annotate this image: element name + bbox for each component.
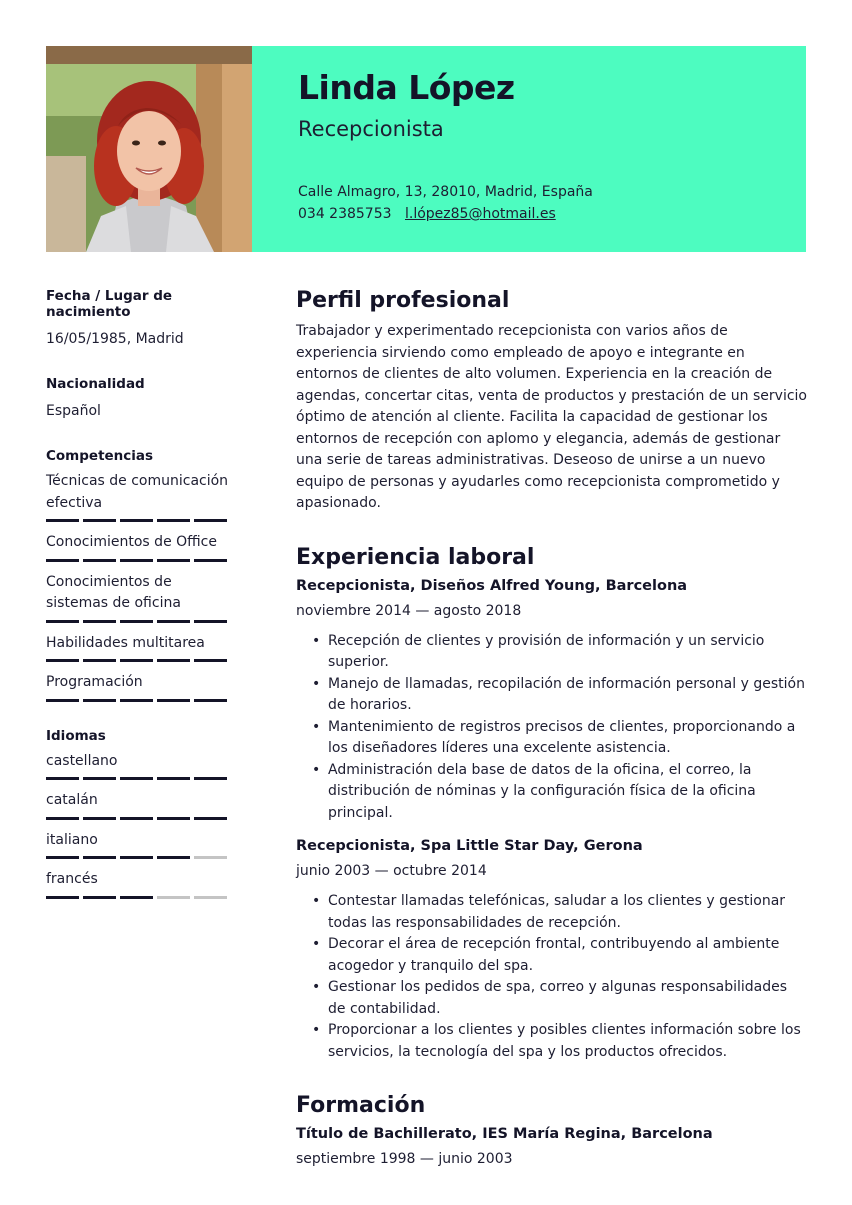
job-bullet: • Recepción de clientes y provisión de información y un servicio superior.: [296, 631, 808, 674]
level-segment: [83, 620, 116, 623]
language-item-name: castellano: [46, 752, 118, 769]
level-segment: [194, 519, 227, 522]
nationality-label: Nacionalidad: [46, 376, 145, 392]
languages-block: [46, 728, 236, 899]
level-segment: [46, 777, 79, 780]
job-bullet: • Contestar llamadas telefónicas, saludar a los clientes y gestionar todas las responsabilidades de recepción.: [296, 891, 808, 934]
header-title-block: [298, 68, 515, 141]
level-segment: [194, 856, 227, 859]
level-segment: [120, 620, 153, 623]
level-segment: [157, 559, 190, 562]
profile-text: Trabajador y experimentado recepcionista con varios años de experiencia sirviendo como empleado de apoyo e integrante en entornos de clientes de alto volumen. Experiencia en la creación de agendas, concertar citas, venta de productos y prestación de un servicio óptimo de atención al cliente. Facilita la capacidad de gestionar los entornos de recepción con aplomo y elegancia, además de gestionar una serie de tareas administrativas. Deseoso de unirse a un nuevo equipo de personas y ayudarles como recepcionista comprometido y apasionado.: [296, 323, 807, 511]
level-segment: [46, 519, 79, 522]
job-dates: junio 2003 — octubre 2014: [296, 863, 487, 879]
birth-value: 16/05/1985, Madrid: [46, 331, 184, 347]
section-title-profile: Perfil profesional: [296, 288, 510, 313]
job-bullet: • Decorar el área de recepción frontal, contribuyendo al ambiente acogedor y tranquilo del spa.: [296, 934, 808, 977]
skills-list: [46, 471, 236, 702]
level-segment: [120, 817, 153, 820]
level-segment: [120, 559, 153, 562]
level-segment: [120, 659, 153, 662]
job-entry: [296, 838, 808, 1063]
level-segment: [83, 559, 116, 562]
skill-item: [46, 572, 236, 623]
birth-label: Fecha / Lugar de nacimiento: [46, 288, 173, 320]
level-segment: [83, 896, 116, 899]
level-segment: [120, 777, 153, 780]
level-segment: [157, 777, 190, 780]
level-segment: [83, 699, 116, 702]
level-segment: [157, 896, 190, 899]
job-title: Recepcionista, Diseños Alfred Young, Barcelona: [296, 577, 688, 594]
level-segment: [83, 659, 116, 662]
main-content: [296, 288, 808, 1197]
profile-section: [296, 288, 808, 515]
job-title: Recepcionista, Spa Little Star Day, Gerona: [296, 838, 643, 854]
skill-item-name: Programación: [46, 674, 143, 690]
language-item: [46, 830, 236, 860]
sidebar: [46, 288, 236, 925]
contact-info: [298, 181, 593, 225]
skill-item-name: Técnicas de comunicación efectiva: [46, 473, 229, 511]
job-bullet: • Proporcionar a los clientes y posibles clientes información sobre los servicios, la tecnología del spa y los productos ofrecidos.: [296, 1020, 808, 1063]
level-segment: [83, 817, 116, 820]
level-segment: [120, 699, 153, 702]
section-title-experience: Experiencia laboral: [296, 544, 535, 570]
languages-list: [46, 751, 236, 899]
profile-photo: [46, 46, 252, 252]
birth-block: [46, 288, 236, 350]
level-segment: [83, 777, 116, 780]
section-title-education: Formación: [296, 1093, 426, 1118]
level-bar: [46, 896, 236, 899]
level-segment: [194, 817, 227, 820]
level-bar: [46, 519, 236, 522]
skill-item: [46, 532, 236, 562]
phone: 034 2385753: [298, 206, 392, 222]
education-section: [296, 1093, 808, 1167]
level-segment: [46, 896, 79, 899]
level-segment: [194, 659, 227, 662]
job-bullet: • Administración dela base de datos de la oficina, el correo, la distribución de nóminas y la configuración física de la oficina principal.: [296, 760, 808, 825]
language-item-name: catalán: [46, 792, 98, 808]
job-dates: noviembre 2014 — agosto 2018: [296, 602, 522, 619]
language-item: [46, 790, 236, 820]
level-segment: [120, 856, 153, 859]
level-segment: [46, 559, 79, 562]
skills-label: Competencias: [46, 448, 154, 464]
email-link[interactable]: l.lópez85@hotmail.es: [405, 206, 556, 222]
skill-item: [46, 633, 236, 663]
language-item-name: francés: [46, 871, 98, 887]
skill-item-name: Habilidades multitarea: [46, 634, 205, 651]
level-segment: [46, 856, 79, 859]
level-segment: [194, 620, 227, 623]
education-degree: Título de Bachillerato, IES María Regina, Barcelona: [296, 1126, 713, 1142]
level-bar: [46, 559, 236, 562]
candidate-name: Linda López: [298, 68, 515, 107]
level-bar: [46, 620, 236, 623]
level-segment: [157, 519, 190, 522]
candidate-role: Recepcionista: [298, 117, 444, 141]
level-segment: [157, 817, 190, 820]
level-bar: [46, 856, 236, 859]
job-bullets: [296, 891, 808, 1063]
level-bar: [46, 777, 236, 780]
language-item: [46, 751, 236, 781]
level-segment: [194, 777, 227, 780]
nationality-block: [46, 376, 236, 422]
job-bullet: • Manejo de llamadas, recopilación de información personal y gestión de horarios.: [296, 674, 808, 717]
level-segment: [157, 659, 190, 662]
level-segment: [83, 519, 116, 522]
level-segment: [46, 699, 79, 702]
job-entry: [296, 578, 808, 825]
address: Calle Almagro, 13, 28010, Madrid, España: [298, 184, 593, 200]
level-segment: [194, 699, 227, 702]
level-segment: [83, 856, 116, 859]
level-segment: [194, 896, 227, 899]
skill-item: [46, 672, 236, 702]
level-segment: [120, 896, 153, 899]
jobs-list: [296, 578, 808, 1064]
level-segment: [157, 699, 190, 702]
skills-block: [46, 448, 236, 702]
job-bullet: • Gestionar los pedidos de spa, correo y algunas responsabilidades de contabilidad.: [296, 977, 808, 1020]
experience-section: [296, 545, 808, 1064]
level-segment: [120, 519, 153, 522]
job-bullets: [296, 631, 808, 825]
level-segment: [46, 620, 79, 623]
level-segment: [157, 620, 190, 623]
languages-label: Idiomas: [46, 727, 106, 744]
phone-email-row: [298, 203, 593, 225]
language-item-name: italiano: [46, 831, 98, 848]
job-bullet: • Mantenimiento de registros precisos de clientes, proporcionando a los diseñadores líderes una excelente asistencia.: [296, 717, 808, 760]
level-segment: [46, 659, 79, 662]
skill-item: [46, 471, 236, 522]
skill-item-name: Conocimientos de Office: [46, 534, 217, 550]
level-bar: [46, 817, 236, 820]
nationality-value: Español: [46, 403, 101, 419]
resume-header: [46, 46, 806, 252]
level-segment: [194, 559, 227, 562]
level-bar: [46, 699, 236, 702]
language-item: [46, 869, 236, 899]
education-dates: septiembre 1998 — junio 2003: [296, 1151, 513, 1167]
level-bar: [46, 659, 236, 662]
level-segment: [46, 817, 79, 820]
level-segment: [157, 856, 190, 859]
skill-item-name: Conocimientos de sistemas de oficina: [46, 573, 181, 611]
